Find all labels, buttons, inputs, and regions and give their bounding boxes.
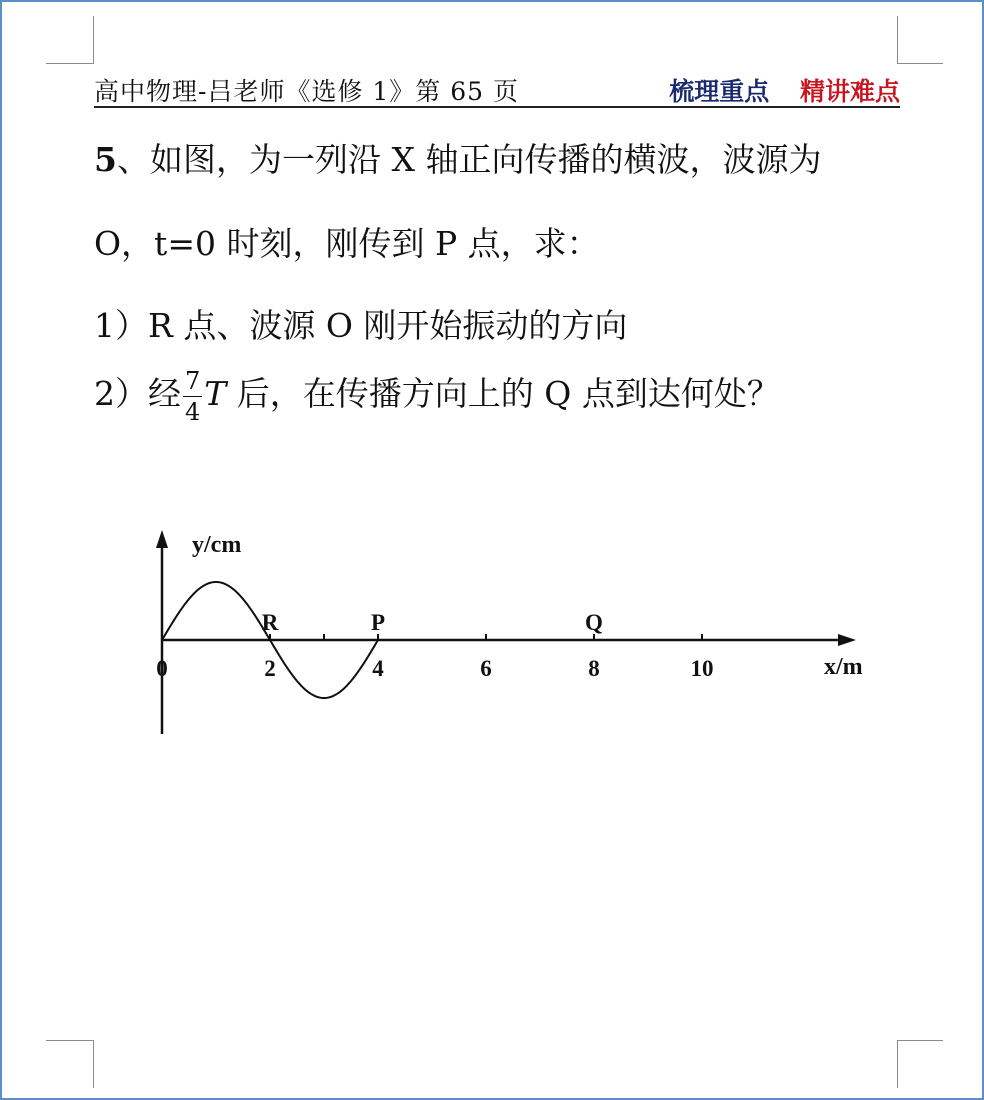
question-line-1 [94, 134, 821, 181]
question-line-2 [94, 218, 600, 265]
point-labels [262, 610, 603, 635]
x-tick-label: 8 [588, 656, 600, 681]
point-label-p: P [370, 610, 386, 635]
sub-question-2-suffix: 后，在传播方向上的 Q 点到达何处？ [226, 374, 780, 413]
fraction-seven-quarters [183, 366, 202, 426]
question-line-4 [94, 368, 780, 424]
question-line-3 [94, 300, 627, 347]
x-tick-label: 6 [480, 656, 492, 681]
x-tick-label: 0 [156, 656, 168, 681]
crop-mark-bl-h [46, 1040, 94, 1041]
wave-graph [142, 522, 882, 752]
x-tick-label: 10 [690, 656, 714, 681]
header-slogan-red: 精讲难点 [799, 77, 900, 106]
question-text-1: 、如图，为一列沿 X 轴正向传播的横波，波源为 [116, 140, 822, 179]
x-tick-label: 4 [372, 656, 384, 681]
crop-mark-bl-v [93, 1040, 94, 1088]
crop-mark-tr-v [897, 16, 898, 64]
y-axis-arrow [156, 530, 168, 548]
header-slogan [669, 72, 900, 108]
x-axis-tick-labels [156, 656, 713, 681]
crop-mark-br-v [897, 1040, 898, 1088]
header-title: 高中物理-吕老师《选修 1》第 65 页 [94, 77, 520, 106]
crop-mark-tl-v [93, 16, 94, 64]
header-slogan-blue: 梳理重点 [669, 77, 770, 106]
question-number: 5 [94, 140, 117, 179]
x-axis-arrow [838, 634, 856, 646]
point-label-r: R [261, 610, 279, 635]
sub-question-1: 1）R 点、波源 O 刚开始振动的方向 [94, 306, 628, 345]
question-text-2: O，t=0 时刻，刚传到 P 点，求： [94, 224, 600, 263]
sub-question-2-prefix: 2）经 [94, 374, 181, 413]
crop-mark-tr-h [897, 63, 943, 64]
crop-mark-tl-h [46, 63, 94, 64]
fraction-denominator: 4 [185, 397, 201, 426]
y-axis-label: y/cm [192, 532, 242, 558]
crop-mark-br-h [897, 1040, 943, 1041]
fraction-numerator: 7 [185, 366, 201, 395]
point-label-q: Q [585, 610, 603, 635]
period-symbol: T [204, 374, 227, 413]
x-axis-label: x/m [824, 654, 863, 680]
page-header [94, 66, 900, 108]
x-tick-label: 2 [264, 656, 276, 681]
